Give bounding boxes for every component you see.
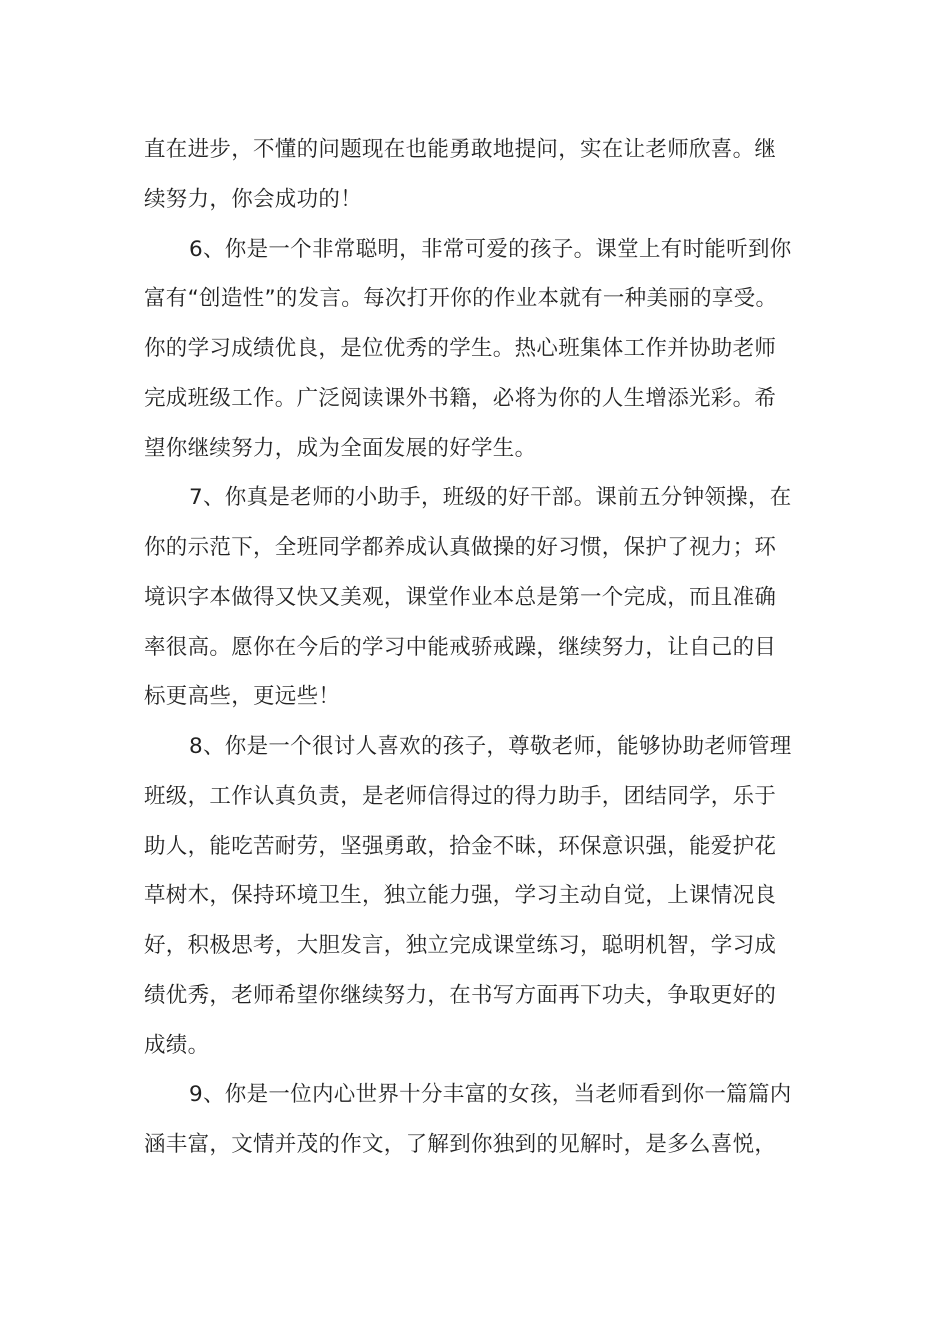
text-line: 成绩。 [144, 1032, 210, 1058]
text-line: 续努力，你会成功的！ [144, 186, 363, 212]
paragraph-continuation [144, 125, 814, 225]
paragraph-comment-6 [144, 225, 814, 474]
paragraph-comment-9 [144, 1070, 814, 1170]
text-line: 绩优秀，老师希望你继续努力，在书写方面再下功夫，争取更好的 [144, 982, 777, 1008]
text-line: 富有“创造性”的发言。每次打开你的作业本就有一种美丽的享受。 [144, 286, 778, 312]
text-line: 望你继续努力，成为全面发展的好学生。 [144, 435, 537, 461]
text-line: 直在进步，不懂的问题现在也能勇敢地提问，实在让老师欣喜。继 [144, 137, 777, 162]
text-line: 你的示范下，全班同学都养成认真做操的好习惯，保护了视力；环 [144, 535, 777, 560]
text-line: 率很高。愿你在今后的学习中能戒骄戒躁，继续努力，让自己的目 [144, 634, 777, 660]
text-line: 标更高些，更远些！ [144, 684, 341, 710]
text-line: 草树木，保持环境卫生，独立能力强，学习主动自觉，上课情况良 [144, 883, 777, 909]
text-line: 8、你是一个很讨人喜欢的孩子，尊敬老师，能够协助老师管理 [189, 734, 792, 759]
text-line: 境识字本做得又快又美观，课堂作业本总是第一个完成，而且准确 [144, 584, 777, 610]
document-body [144, 125, 814, 1170]
text-line: 好，积极思考，大胆发言，独立完成课堂练习，聪明机智，学习成 [144, 933, 777, 958]
text-line: 完成班级工作。广泛阅读课外书籍，必将为你的人生增添光彩。希 [144, 385, 777, 411]
text-line: 7、你真是老师的小助手，班级的好干部。课前五分钟领操，在 [189, 485, 792, 511]
text-line: 你的学习成绩优良，是位优秀的学生。热心班集体工作并协助老师 [144, 336, 777, 361]
paragraph-comment-7 [144, 473, 814, 722]
text-line: 9、你是一位内心世界十分丰富的女孩，当老师看到你一篇篇内 [189, 1082, 792, 1108]
text-line: 涵丰富，文情并茂的作文，了解到你独到的见解时，是多么喜悦， [144, 1132, 777, 1157]
text-line: 6、你是一个非常聪明，非常可爱的孩子。课堂上有时能听到你 [189, 236, 792, 262]
paragraph-comment-8 [144, 722, 814, 1070]
text-line: 班级，工作认真负责，是老师信得过的得力助手，团结同学，乐于 [144, 783, 777, 809]
text-line: 助人，能吃苦耐劳，坚强勇敢，拾金不昧，环保意识强，能爱护花 [144, 833, 777, 859]
